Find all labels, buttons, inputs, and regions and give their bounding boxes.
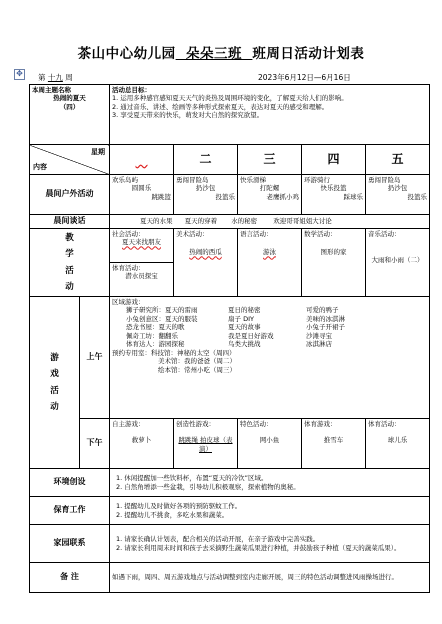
booking-row: 美术馆：我的爸爸（周二） — [158, 357, 236, 366]
goal-item: 3. 享受夏天带来的快乐，萌发对大自然的探究欲望。 — [112, 111, 264, 120]
region-games-cell — [110, 297, 430, 419]
outdoor-label: 晨间户外活动 — [30, 175, 110, 215]
day-wednesday: 三 — [238, 145, 302, 175]
theme-row — [30, 85, 430, 145]
care-row — [30, 497, 430, 525]
region-row: 体育达人：游园探秘 鸟类大挑战 冰淇淋店 — [126, 340, 332, 349]
environment-label: 环境创设 — [30, 469, 110, 497]
pm-cell: 自主游戏： 救萝卜 — [110, 419, 174, 469]
talk-row — [30, 215, 430, 229]
am-label: 上午 — [80, 297, 110, 419]
day-friday: 五 — [366, 145, 430, 175]
teaching-label: 教 学 活 动 — [30, 229, 110, 297]
day-thursday: 四 — [302, 145, 366, 175]
environment-row — [30, 469, 430, 497]
care-label: 保育工作 — [30, 497, 110, 525]
week-line: 第 十九 周 — [38, 73, 73, 82]
header-content-label: 内容 — [33, 162, 47, 171]
teaching-cell: 语言活动： 游泳 — [238, 229, 302, 297]
environment-content: 1. 休闲提醒加一些饮料杯，布置“夏天的冷饮”区域。 2. 自然角增添一些盆栽，引导幼儿积极观察，探索植物的奥秘。 — [110, 469, 430, 497]
region-title: 区域游戏： — [112, 298, 145, 306]
teaching-cell-mon: 社会活动： 夏天来找朋友 — [110, 229, 174, 263]
booking-row: 绘本馆：常州小吃（周三） — [158, 365, 236, 374]
games-pm-row — [30, 419, 430, 469]
care-content: 1. 提醒幼儿及时做好各项的预防驱蚊工作。 2. 提醒幼儿不挑食，多吃水果和蔬菜。 — [110, 497, 430, 525]
pm-cell: 体育活动： 球儿乐 — [366, 419, 430, 469]
teaching-cell-mon-2: 体育活动： 潜水员探宝 — [110, 263, 174, 297]
teaching-cell: 数学活动： 图形的家 — [302, 229, 366, 297]
date-range: 2023年6月12日—6月16日 — [258, 73, 351, 82]
region-row: 恐龙书屋：夏天的歌 夏天的故事 小兔子开裙子 — [126, 323, 345, 332]
header-week-label: 星期 — [91, 148, 105, 156]
day-monday: 一 — [110, 145, 174, 175]
page-title — [0, 42, 442, 62]
goal-item: 2. 通过音乐、讲述、绘画等多种形式探索夏天，表达对夏天的感受和理解。 — [112, 102, 329, 111]
family-content: 1. 请家长确认计划表，配合相关的活动开展，在亲子游戏中完善实践。 2. 请家长利用周末时间和孩子去采摘野生蔬菜瓜果进行种植，并鼓励孩子种植（夏天的蔬菜瓜果）。 — [110, 525, 430, 563]
family-row — [30, 525, 430, 563]
day-tuesday: 二 — [174, 145, 238, 175]
games-label: 游 戏 活 动 — [30, 297, 80, 469]
pm-cell: 创造性游戏： 跳跳绳 拍皮球（表演） — [174, 419, 238, 469]
theme-name-part: （四） — [59, 102, 80, 111]
pm-cell: 特色活动： 网小鱼 — [238, 419, 302, 469]
week-number: 十九 — [47, 73, 63, 82]
outdoor-cell: 快乐滑梯 打陀螺 老鹰抓小鸡 — [238, 175, 302, 215]
talk-label: 晨间谈话 — [30, 215, 110, 229]
title-suffix: 班周日活动计划表 — [252, 46, 365, 62]
notes-row — [30, 563, 430, 593]
goal-title: 活动总目标： — [112, 86, 151, 94]
family-label: 家园联系 — [30, 525, 110, 563]
pm-cell: 体育游戏： 推雪车 — [302, 419, 366, 469]
outdoor-cell: 勇闯冒险岛 扔沙包 投篮乐 — [174, 175, 238, 215]
weekly-plan-table — [29, 84, 430, 593]
pm-label: 下午 — [80, 419, 110, 469]
outdoor-cell: 勇闯冒险岛 扔沙包 投篮乐 — [366, 175, 430, 215]
notes-content: 如遇下雨，周四、周五游戏地点与活动调整到室内走廊开展，周三的特色活动调整进风雨操场进行。 — [110, 563, 430, 593]
teaching-row — [30, 229, 430, 263]
games-am-row — [30, 297, 430, 419]
booking-line: 预约专用室：科技馆：神秘的太空（周四） — [112, 348, 236, 357]
notes-label: 备 注 — [30, 563, 110, 593]
school-name: 茶山中心幼儿园 — [77, 46, 176, 62]
talk-topics: 夏天的水果 夏天的穿着 水的秘密 欢迎哥哥姐姐大讨论 — [110, 215, 430, 229]
days-header-row — [30, 145, 430, 175]
goals-cell — [110, 85, 430, 145]
teaching-cell: 音乐活动： 大雨和小雨（二） — [366, 229, 430, 297]
region-row: 佩奇工坊：翻翻乐 我是夏日好游戏 沙滩寻宝 — [126, 331, 332, 340]
theme-name: 热闹的夏天 — [53, 94, 86, 103]
theme-label-cell — [30, 85, 110, 145]
goal-item: 1. 运用多种感官感知夏天天气的炎热及周围环境的变化，了解夏天给人们的影响。 — [112, 94, 348, 103]
region-row: 小兔创意区：夏天的服装 扇子 DIY 美味的冰淇淋 — [126, 314, 345, 323]
outdoor-row — [30, 175, 430, 215]
diagonal-header-cell — [30, 145, 110, 175]
outdoor-cell: 环游骑行 快乐投篮 踩球乐 — [302, 175, 366, 215]
theme-label: 本周主题名称 — [32, 86, 71, 94]
teaching-cell: 美术活动： 热闹的西瓜 — [174, 229, 238, 297]
region-row: 狮子研究所：夏天的雷雨 夏日的秘密 可爱的鸭子 — [126, 306, 339, 315]
class-name: 朵朵三班 — [186, 46, 242, 62]
outdoor-cell: 欢乐岛屿 圆圆乐 跳跳篮 — [110, 175, 174, 215]
table-move-handle-icon[interactable]: ✥ — [14, 69, 25, 80]
